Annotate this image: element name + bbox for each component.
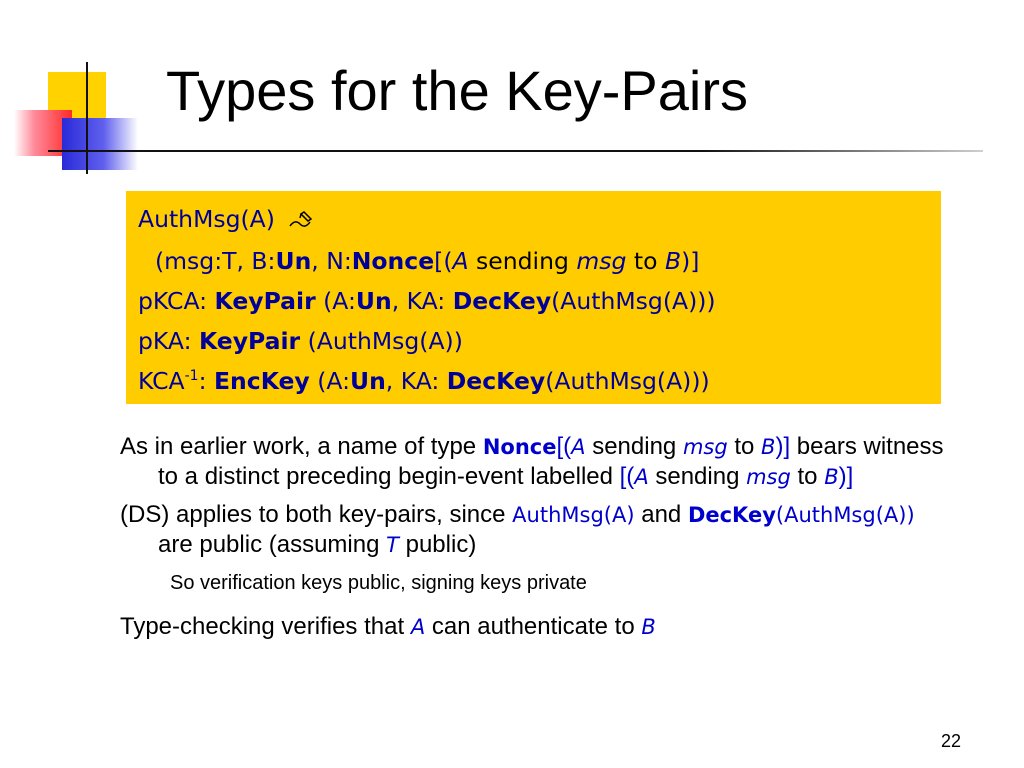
type-definition-box xyxy=(126,191,941,404)
title-underline xyxy=(48,150,983,152)
box-line-3: pKCA: KeyPair (A:Un, KA: DecKey(AuthMsg(A))) xyxy=(138,286,716,315)
paragraph-ds: (DS) applies to both key-pairs, since AuthMsg(A) and DecKey(AuthMsg(A)) are public (assuming T public) xyxy=(120,501,915,558)
authmsg-def: AuthMsg(A) xyxy=(138,205,275,233)
slide-title: Types for the Key-Pairs xyxy=(166,59,749,122)
box-line-4: pKA: KeyPair (AuthMsg(A)) xyxy=(138,326,463,355)
box-line-2: (msg:T, B:Un, N:Nonce[(A sending msg to B)] xyxy=(155,246,700,275)
decor-blue-square xyxy=(62,118,138,170)
paragraph-nonce: As in earlier work, a name of type Nonce[(A sending msg to B)] bears witness to a distinct preceding begin-event labelled [(A sending msg to B)] xyxy=(120,433,944,490)
paragraph-type-checking: Type-checking verifies that A can authenticate to B xyxy=(120,613,656,640)
sub-point-keys: So verification keys public, signing keys private xyxy=(170,572,587,594)
box-line-5: $KCA^{-1}$: EncKey (A:Un, KA: DecKey(AuthMsg(A))) xyxy=(138,366,710,395)
pen-writing-icon xyxy=(288,201,314,241)
decor-vertical-line xyxy=(86,62,88,174)
explanation-text xyxy=(120,432,950,642)
page-number: 22 xyxy=(941,731,962,751)
box-line-1 xyxy=(138,199,929,241)
